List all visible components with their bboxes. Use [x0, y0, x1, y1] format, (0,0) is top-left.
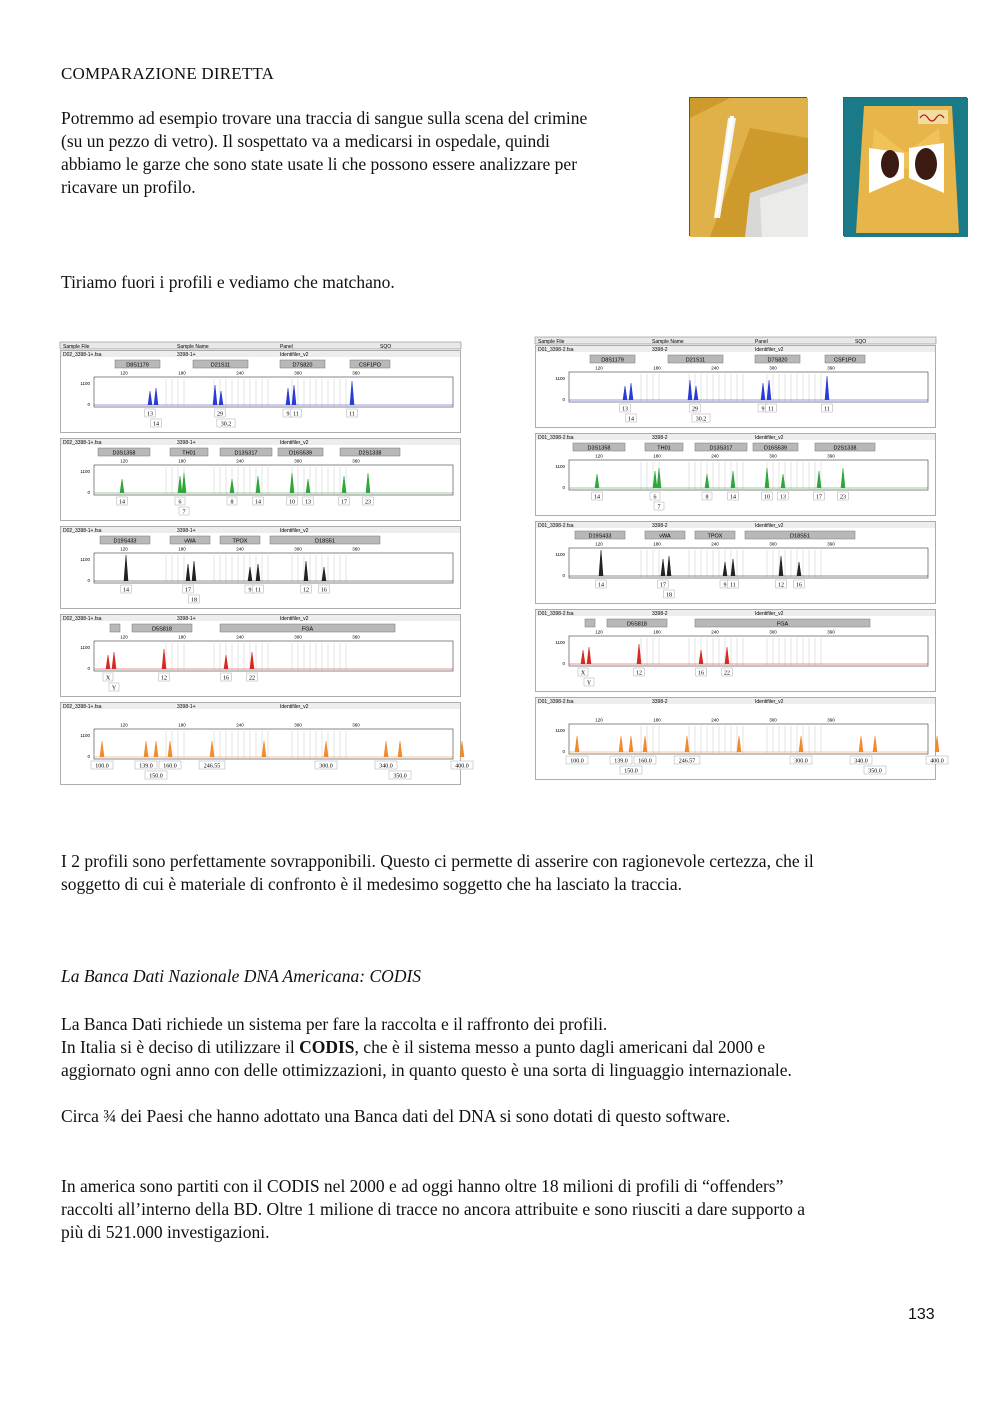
- locus-label: D7S820: [292, 362, 313, 369]
- codis-bold-term: CODIS: [299, 1037, 355, 1057]
- epg-header-panel: Panel: [755, 339, 768, 345]
- allele-label: 6: [178, 499, 182, 506]
- allele-label: 13: [780, 494, 786, 501]
- codis-line: La Banca Dati richiede un sistema per fare la raccolta e il raffronto dei profili.: [61, 1014, 608, 1034]
- allele-label: 14: [119, 499, 125, 506]
- epg-header: [535, 337, 936, 345]
- locus-label: FGA: [776, 621, 789, 628]
- codis-line-text: , che è il sistema messo a punto dagli americani dal 2000 e: [354, 1037, 766, 1057]
- locus-label: D16S539: [289, 450, 312, 457]
- dye-panel-orange: [536, 698, 949, 780]
- allele-label: 12: [303, 587, 309, 594]
- dye-panel-title-bar: [61, 351, 460, 357]
- dye-panel-title-bar: [536, 346, 935, 352]
- dye-panel-kit: Identifiler_v2: [755, 435, 784, 441]
- epg-header-bar: [535, 337, 936, 344]
- scale-tick-label: 300: [294, 458, 302, 464]
- allele-label: Y: [586, 680, 592, 687]
- dye-panel-title-bar: [61, 703, 460, 709]
- locus-label: D8S1179: [126, 362, 149, 369]
- scale-tick-label: 120: [120, 634, 128, 640]
- allele-label: X: [580, 670, 586, 677]
- intro-line: (su un pezzo di vetro). Il sospettato va a medicarsi in ospedale, quindi: [61, 131, 550, 151]
- scale-tick-label: 300: [769, 453, 777, 459]
- trace-area: [569, 548, 928, 578]
- locus-label: D3S1358: [112, 450, 136, 457]
- scale-tick-label: 180: [653, 717, 661, 723]
- dye-panel-sample: 3398-2: [652, 435, 668, 441]
- allele-label: 29: [217, 411, 223, 418]
- dye-panel-title-bar: [536, 434, 935, 440]
- evidence-photo-glass: [689, 97, 807, 236]
- allele-label: 246.55: [203, 763, 221, 770]
- codis-line: aggiornato ogni anno con delle ottimizzazioni, in quanto questo è una sorta di linguaggio internazionale.: [61, 1060, 792, 1080]
- allele-label: 100.0: [570, 758, 584, 765]
- page-number: 133: [908, 1306, 935, 1323]
- locus-box: [585, 619, 595, 627]
- y-tick-label: 1100: [80, 645, 90, 650]
- dye-panel-file: D01_3398-2.fsa: [538, 523, 574, 529]
- scale-tick-label: 360: [827, 453, 835, 459]
- evidence-photo-gauze-image: [844, 98, 968, 237]
- dye-panel-sample: 3398-1+: [177, 528, 196, 534]
- dye-panel-black: [536, 522, 936, 604]
- locus-label: TH01: [182, 450, 196, 457]
- scale-tick-label: 240: [236, 458, 244, 464]
- epg-header-panel: Panel: [280, 344, 293, 350]
- scale-tick-label: 120: [120, 458, 128, 464]
- scale-tick-label: 360: [352, 634, 360, 640]
- evidence-photo-gauze: [843, 97, 967, 236]
- epg-header-sample-file: Sample File: [538, 339, 565, 345]
- scale-tick-label: 180: [653, 541, 661, 547]
- dye-panel-kit: Identifiler_v2: [280, 352, 309, 358]
- scale-tick-label: 300: [294, 634, 302, 640]
- codis-line: [61, 1036, 941, 1059]
- allele-label: 23: [365, 499, 371, 506]
- dye-panel-sample: 3398-1+: [177, 352, 196, 358]
- scale-tick-label: 360: [352, 722, 360, 728]
- codis-line: In america sono partiti con il CODIS nel 2000 e ad oggi hanno oltre 18 milioni di profili di “offenders”: [61, 1176, 784, 1196]
- allele-label: 16: [796, 582, 802, 589]
- dye-panel-blue: [61, 351, 461, 433]
- allele-label: 22: [724, 670, 730, 677]
- locus-label: D5S818: [152, 626, 172, 633]
- y-tick-label: 1100: [80, 469, 90, 474]
- intro-paragraph: [61, 107, 681, 199]
- dye-panel-red: [61, 615, 461, 697]
- allele-label: 9: [286, 411, 290, 418]
- comparison-line: I 2 profili sono perfettamente sovrapponibili. Questo ci permette di asserire con ragionevole certezza, che il: [61, 851, 814, 871]
- locus-label: D7S820: [767, 357, 788, 364]
- codis-line: raccolti all’interno della BD. Oltre 1 milione di tracce no ancora attribuite e sono riusciti a dare supporto a: [61, 1199, 805, 1219]
- locus-label: D2S1338: [358, 450, 382, 457]
- allele-label: 7: [657, 504, 661, 511]
- allele-label: 11: [824, 406, 830, 413]
- allele-label: 18: [191, 597, 197, 604]
- allele-label: 340.0: [854, 758, 868, 765]
- allele-label: 350.0: [393, 773, 407, 780]
- allele-label: 9: [248, 587, 252, 594]
- allele-label: 17: [660, 582, 666, 589]
- locus-label: D3S1358: [587, 445, 611, 452]
- dye-panel-black: [61, 527, 461, 609]
- allele-label: 11: [255, 587, 261, 594]
- allele-label: 14: [628, 416, 634, 423]
- locus-label: D21S11: [210, 362, 231, 369]
- y-zero-label: 0: [87, 402, 90, 407]
- dye-panel-kit: Identifiler_v2: [280, 528, 309, 534]
- scale-tick-label: 180: [653, 453, 661, 459]
- dye-panel-kit: Identifiler_v2: [755, 699, 784, 705]
- electropherogram-left: [60, 340, 469, 790]
- allele-label: 29: [692, 406, 698, 413]
- epg-header-bar: [60, 342, 461, 349]
- trace-area: [94, 377, 453, 407]
- y-tick-label: 1100: [80, 733, 90, 738]
- allele-label: 400.0: [455, 763, 469, 770]
- y-tick-label: 1100: [555, 640, 565, 645]
- intro-line: Potremmo ad esempio trovare una traccia di sangue sulla scena del crimine: [61, 108, 588, 128]
- scale-tick-label: 180: [178, 722, 186, 728]
- allele-label: 18: [666, 592, 672, 599]
- scale-tick-label: 360: [352, 458, 360, 464]
- intro-line: ricavare un profilo.: [61, 177, 196, 197]
- scale-tick-label: 120: [120, 370, 128, 376]
- allele-label: 11: [730, 582, 736, 589]
- dye-panel-orange: [61, 703, 474, 785]
- dye-panel-kit: Identifiler_v2: [280, 616, 309, 622]
- scale-tick-label: 300: [294, 546, 302, 552]
- scale-tick-label: 120: [595, 629, 603, 635]
- y-zero-label: 0: [87, 666, 90, 671]
- allele-label: 100.0: [95, 763, 109, 770]
- scale-tick-label: 360: [352, 370, 360, 376]
- dye-panel-kit: Identifiler_v2: [280, 704, 309, 710]
- allele-label: 16: [698, 670, 704, 677]
- epg-header-sample-name: Sample Name: [652, 339, 684, 345]
- dye-panel-sample: 3398-1+: [177, 704, 196, 710]
- allele-label: 14: [255, 499, 261, 506]
- section-heading: COMPARAZIONE DIRETTA: [61, 64, 275, 83]
- trace-area: [569, 460, 928, 490]
- allele-label: 11: [349, 411, 355, 418]
- scale-tick-label: 240: [711, 365, 719, 371]
- locus-label: D19S433: [113, 538, 137, 545]
- dye-panel-file: D01_3398-2.fsa: [538, 699, 574, 705]
- dye-panel-kit: Identifiler_v2: [280, 440, 309, 446]
- locus-label: D18S51: [790, 533, 810, 540]
- allele-label: 8: [230, 499, 234, 506]
- allele-label: 12: [636, 670, 642, 677]
- locus-label: vWA: [184, 538, 196, 545]
- allele-label: 14: [153, 421, 159, 428]
- scale-tick-label: 120: [595, 365, 603, 371]
- allele-label: 14: [123, 587, 129, 594]
- intro-line: abbiamo le garze che sono state usate li che possono essere analizzare per: [61, 154, 578, 174]
- y-tick-label: 1100: [555, 464, 565, 469]
- trace-area: [94, 553, 453, 583]
- allele-label: 13: [622, 406, 628, 413]
- allele-label: 350.0: [868, 768, 882, 775]
- allele-label: 139.0: [614, 758, 628, 765]
- dye-panel-sample: 3398-2: [652, 611, 668, 617]
- scale-tick-label: 120: [595, 717, 603, 723]
- allele-label: 11: [768, 406, 774, 413]
- allele-label: 13: [147, 411, 153, 418]
- locus-label: TPOX: [232, 538, 248, 545]
- dye-panel-red: [536, 610, 936, 692]
- dye-panel-sample: 3398-2: [652, 523, 668, 529]
- allele-label: 30.2: [220, 421, 232, 428]
- codis-heading: La Banca Dati Nazionale DNA Americana: CODIS: [61, 966, 422, 986]
- dye-panel-blue: [536, 346, 936, 428]
- dye-panel-green: [536, 434, 936, 516]
- allele-label: 14: [594, 494, 600, 501]
- allele-label: 14: [730, 494, 736, 501]
- allele-label: 17: [185, 587, 191, 594]
- allele-label: 6: [653, 494, 657, 501]
- scale-tick-label: 300: [294, 370, 302, 376]
- scale-tick-label: 120: [595, 453, 603, 459]
- y-tick-label: 1100: [80, 381, 90, 386]
- scale-tick-label: 300: [769, 365, 777, 371]
- locus-label: D19S433: [588, 533, 612, 540]
- y-zero-label: 0: [562, 749, 565, 754]
- y-tick-label: 1100: [555, 728, 565, 733]
- evidence-photo-glass-image: [690, 98, 808, 237]
- scale-tick-label: 360: [827, 717, 835, 723]
- locus-label: D13S317: [709, 445, 733, 452]
- scale-tick-label: 240: [236, 546, 244, 552]
- locus-label: D13S317: [234, 450, 258, 457]
- codis-paragraph-1: [61, 1013, 941, 1082]
- y-zero-label: 0: [87, 754, 90, 759]
- scale-tick-label: 240: [711, 453, 719, 459]
- scale-tick-label: 360: [827, 541, 835, 547]
- dye-panel-file: D01_3398-2.fsa: [538, 611, 574, 617]
- epg-header-sample-file: Sample File: [63, 344, 90, 350]
- allele-label: 22: [249, 675, 255, 682]
- allele-label: 12: [161, 675, 167, 682]
- locus-label: D8S1179: [601, 357, 624, 364]
- locus-label: D5S818: [627, 621, 647, 628]
- allele-label: 340.0: [379, 763, 393, 770]
- y-zero-label: 0: [562, 485, 565, 490]
- dye-panel-file: D02_3398-1+.fsa: [63, 352, 102, 358]
- match-sentence: Tiriamo fuori i profili e vediamo che matchano.: [61, 272, 395, 292]
- allele-label: 17: [341, 499, 347, 506]
- locus-label: TPOX: [707, 533, 723, 540]
- electropherogram-svg: [60, 340, 469, 790]
- allele-label: 14: [598, 582, 604, 589]
- scale-tick-label: 300: [769, 629, 777, 635]
- allele-label: 10: [289, 499, 295, 506]
- allele-label: 7: [182, 509, 186, 516]
- allele-label: 10: [764, 494, 770, 501]
- locus-box: [110, 624, 120, 632]
- allele-label: 17: [816, 494, 822, 501]
- epg-header-sample-name: Sample Name: [177, 344, 209, 350]
- y-zero-label: 0: [87, 490, 90, 495]
- scale-tick-label: 180: [178, 634, 186, 640]
- allele-label: 8: [705, 494, 709, 501]
- scale-tick-label: 240: [711, 629, 719, 635]
- scale-tick-label: 180: [178, 458, 186, 464]
- allele-label: 13: [305, 499, 311, 506]
- allele-label: 30.2: [695, 416, 707, 423]
- scale-tick-label: 240: [711, 541, 719, 547]
- y-tick-label: 1100: [80, 557, 90, 562]
- epg-header: [60, 342, 461, 350]
- dye-panel-title-bar: [61, 615, 460, 621]
- scale-tick-label: 240: [711, 717, 719, 723]
- allele-label: 16: [223, 675, 229, 682]
- allele-label: 16: [321, 587, 327, 594]
- scale-tick-label: 180: [653, 365, 661, 371]
- scale-tick-label: 360: [827, 629, 835, 635]
- dye-panel-kit: Identifiler_v2: [755, 611, 784, 617]
- allele-label: 23: [840, 494, 846, 501]
- electropherogram-right: [535, 335, 944, 790]
- scale-tick-label: 240: [236, 634, 244, 640]
- allele-label: 11: [293, 411, 299, 418]
- locus-label: CSF1PO: [833, 357, 857, 364]
- locus-label: FGA: [301, 626, 314, 633]
- allele-label: 246.57: [678, 758, 696, 765]
- locus-label: D2S1338: [833, 445, 857, 452]
- locus-label: vWA: [659, 533, 671, 540]
- trace-area: [569, 636, 928, 666]
- locus-label: D21S11: [685, 357, 706, 364]
- dye-panel-sample: 3398-2: [652, 347, 668, 353]
- locus-label: CSF1PO: [358, 362, 382, 369]
- dye-panel-file: D01_3398-2.fsa: [538, 435, 574, 441]
- dye-panel-sample: 3398-2: [652, 699, 668, 705]
- codis-line-text: In Italia si è deciso di utilizzare il: [61, 1037, 300, 1057]
- dye-panel-sample: 3398-1+: [177, 616, 196, 622]
- scale-tick-label: 120: [120, 546, 128, 552]
- scale-tick-label: 120: [120, 722, 128, 728]
- dye-panel-file: D02_3398-1+.fsa: [63, 704, 102, 710]
- scale-tick-label: 180: [178, 370, 186, 376]
- trace-area: [94, 641, 453, 671]
- dye-panel-title-bar: [536, 698, 935, 704]
- y-tick-label: 1100: [555, 552, 565, 557]
- scale-tick-label: 360: [827, 365, 835, 371]
- dye-panel-title-bar: [536, 522, 935, 528]
- dye-panel-kit: Identifiler_v2: [755, 523, 784, 529]
- allele-label: 160.0: [163, 763, 177, 770]
- allele-label: 139.0: [139, 763, 153, 770]
- locus-label: D16S539: [764, 445, 787, 452]
- allele-label: 12: [778, 582, 784, 589]
- trace-area: [94, 465, 453, 495]
- dye-panel-file: D01_3398-2.fsa: [538, 347, 574, 353]
- scale-tick-label: 120: [595, 541, 603, 547]
- allele-label: Y: [111, 685, 117, 692]
- dye-panel-title-bar: [61, 527, 460, 533]
- epg-header-sqo: SQO: [855, 339, 867, 345]
- scale-tick-label: 300: [769, 717, 777, 723]
- locus-label: TH01: [657, 445, 671, 452]
- comparison-line: soggetto di cui è materiale di confronto è il medesimo soggetto che ha lasciato la traccia.: [61, 874, 683, 894]
- allele-label: X: [105, 675, 111, 682]
- y-zero-label: 0: [562, 397, 565, 402]
- epg-header-sqo: SQO: [380, 344, 392, 350]
- dye-panel-file: D02_3398-1+.fsa: [63, 616, 102, 622]
- allele-label: 150.0: [624, 768, 638, 775]
- locus-label: D18S51: [315, 538, 335, 545]
- codis-line: più di 521.000 investigazioni.: [61, 1222, 270, 1242]
- dye-panel-file: D02_3398-1+.fsa: [63, 440, 102, 446]
- scale-tick-label: 180: [178, 546, 186, 552]
- scale-tick-label: 180: [653, 629, 661, 635]
- allele-label: 300.0: [319, 763, 333, 770]
- scale-tick-label: 300: [294, 722, 302, 728]
- dye-panel-sample: 3398-1+: [177, 440, 196, 446]
- comparison-paragraph: [61, 850, 941, 896]
- allele-label: 160.0: [638, 758, 652, 765]
- y-zero-label: 0: [562, 661, 565, 666]
- codis-paragraph-3: [61, 1175, 941, 1244]
- dye-panel-kit: Identifiler_v2: [755, 347, 784, 353]
- y-zero-label: 0: [87, 578, 90, 583]
- y-tick-label: 1100: [555, 376, 565, 381]
- scale-tick-label: 240: [236, 370, 244, 376]
- allele-label: 9: [761, 406, 765, 413]
- allele-label: 150.0: [149, 773, 163, 780]
- allele-label: 9: [723, 582, 727, 589]
- allele-label: 300.0: [794, 758, 808, 765]
- y-zero-label: 0: [562, 573, 565, 578]
- codis-paragraph-2: Circa ¾ dei Paesi che hanno adottato una Banca dati del DNA si sono dotati di questo software.: [61, 1106, 731, 1126]
- scale-tick-label: 360: [352, 546, 360, 552]
- dye-panel-file: D02_3398-1+.fsa: [63, 528, 102, 534]
- scale-tick-label: 240: [236, 722, 244, 728]
- scale-tick-label: 300: [769, 541, 777, 547]
- dye-panel-title-bar: [61, 439, 460, 445]
- dye-panel-title-bar: [536, 610, 935, 616]
- dye-panel-green: [61, 439, 461, 521]
- electropherogram-svg: [535, 335, 944, 790]
- allele-label: 400.0: [930, 758, 944, 765]
- trace-area: [569, 372, 928, 402]
